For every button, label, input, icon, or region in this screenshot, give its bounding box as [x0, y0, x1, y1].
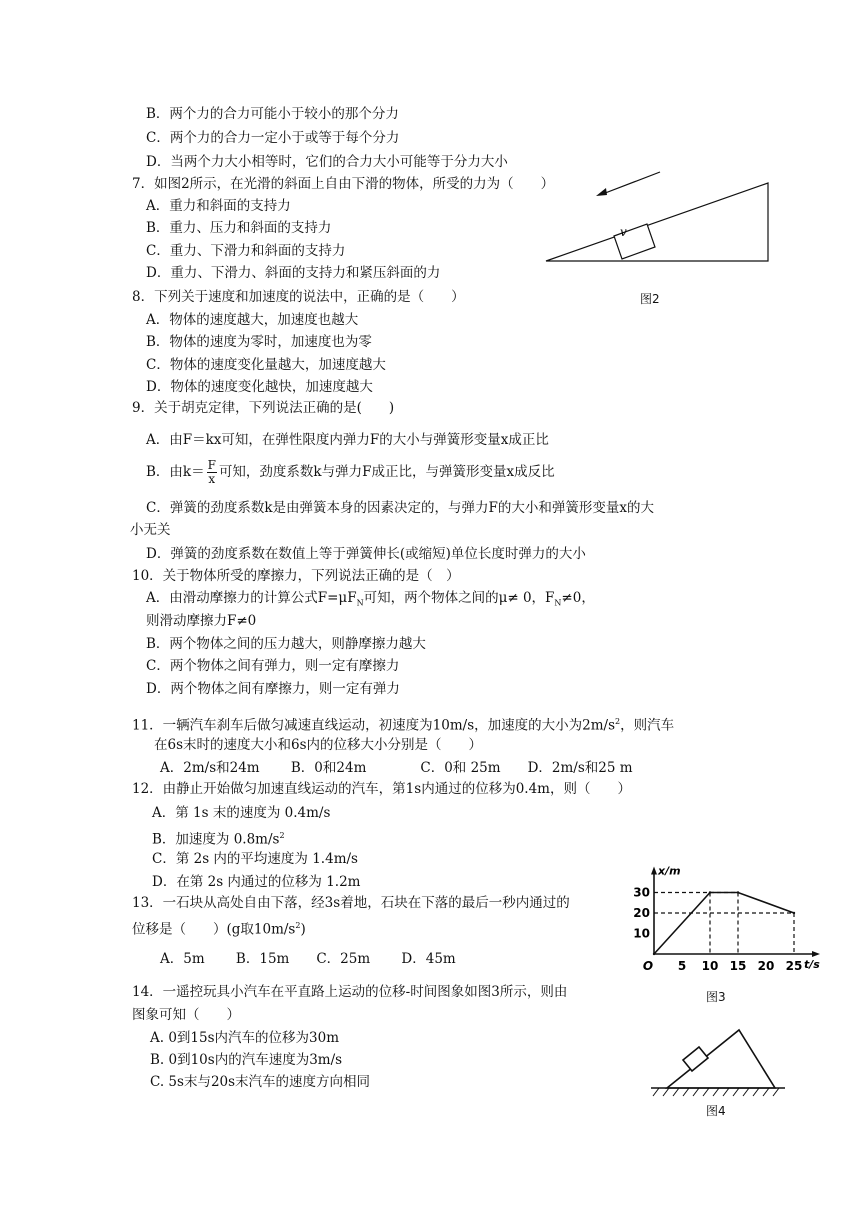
q9-option-c-line2: 小无关: [130, 522, 171, 538]
q10-stem: 10．关于物体所受的摩擦力，下列说法正确的是（ ）: [132, 568, 460, 584]
q6-option-b: B．两个力的合力可能小于较小的那个分力: [146, 106, 399, 122]
q8-option-d: D．物体的速度变化越快，加速度越大: [146, 379, 373, 395]
q7-option-a: A．重力和斜面的支持力: [146, 198, 291, 214]
figure-3-y-axis-label: x/m: [658, 864, 681, 878]
q9-option-c-line1: C．弹簧的劲度系数k是由弹簧本身的因素决定的，与弹力F的大小和弹簧形变量x的大: [146, 500, 654, 516]
q9-option-b: B．由k＝ $\frac{F}{x}$ 可知，劲度系数k与弹力F成正比，与弹簧形变量x成反比: [146, 458, 555, 486]
q8-option-a: A．物体的速度越大，加速度也越大: [146, 312, 359, 328]
q14-stem-line1: 14．一遥控玩具小汽车在平直路上运动的位移-时间图象如图3所示，则由: [132, 984, 568, 1000]
q14-option-a: A. 0到15s内汽车的位移为30m: [150, 1030, 340, 1046]
q7-stem: 7．如图2所示，在光滑的斜面上自由下滑的物体，所受的力为（ ）: [132, 176, 555, 192]
q8-stem: 8．下列关于速度和加速度的说法中，正确的是（ ）: [132, 289, 465, 305]
figure-3-data-point: [793, 912, 795, 914]
figure-3-x-axis-label: t/s: [804, 958, 820, 971]
figure-3-x-tick-label: 10: [701, 959, 719, 973]
figure-3-data-point: [653, 953, 655, 955]
q10-option-d: D．两个物体之间有摩擦力，则一定有弹力: [146, 681, 400, 697]
figure-3-x-tick-label: 20: [757, 959, 775, 973]
q14-option-b: B. 0到10s内的汽车速度为3m/s: [150, 1052, 343, 1068]
q10-option-a-line2: 则滑动摩擦力F≠0: [146, 613, 257, 629]
q9-option-d: D．弹簧的劲度系数在数值上等于弹簧伸长(或缩短)单位长度时弹力的大小: [146, 546, 586, 562]
figure-3-x-tick-label: 5: [677, 959, 687, 973]
figure-3-origin-label: O: [642, 959, 654, 973]
q8-option-b: B．物体的速度为零时，加速度也为零: [146, 334, 372, 350]
q12-stem: 12．由静止开始做匀加速直线运动的汽车，第1s内通过的位移为0.4m，则（ ）: [132, 781, 631, 797]
figure-3-caption: 图3: [706, 990, 726, 1004]
figure-3-data-point: [737, 891, 739, 893]
q14-option-c: C. 5s末与20s末汽车的速度方向相同: [150, 1074, 371, 1090]
q14-stem-line2: 图象可知（ ）: [132, 1007, 240, 1023]
q9-option-a: A．由F＝kx可知，在弹性限度内弹力F的大小与弹簧形变量x成正比: [146, 432, 549, 448]
q13-stem-line2: 位移是（ ）(g取$10m/s^2$): [132, 921, 306, 938]
figure-3-y-tick-label: 30: [633, 885, 650, 900]
q6-option-d: D．当两个力大小相等时，它们的合力大小可能等于分力大小: [146, 154, 508, 170]
figure-2-caption: 图2: [640, 292, 660, 306]
q10-option-b: B．两个物体之间的压力越大，则静摩擦力越大: [146, 636, 426, 652]
q7-option-d: D．重力、下滑力、斜面的支持力和紧压斜面的力: [146, 265, 441, 281]
figure-3-data-point: [709, 891, 711, 893]
figure-3-y-arrow: [651, 867, 657, 875]
q12-option-b: B．加速度为 $0.8m/s^2$: [152, 831, 285, 848]
q6-option-c: C．两个力的合力一定小于或等于每个分力: [146, 130, 400, 146]
q10-option-a-line1: A．由滑动摩擦力的计算公式$F=\mu F_N$可知，两个物体之间的μ≠ 0，$F_N\ne 0$，: [146, 590, 595, 608]
q13-stem-line1: 13．一石块从高处自由下落，经3s着地，石块在下落的最后一秒内通过的: [132, 895, 570, 911]
figure-3-y-tick-label: 10: [633, 926, 650, 941]
figure-3-data-line: [654, 893, 794, 955]
figure-3-x-tick-label: 25: [785, 959, 803, 973]
figure-2-velocity-label: v: [620, 225, 627, 239]
q13-options: A．5m B．15m C．25m D．45m: [160, 951, 456, 967]
figure-4-incline: [645, 1024, 795, 1108]
q12-option-a: A．第 1s 末的速度为 0.4m/s: [152, 805, 331, 821]
q7-option-b: B．重力、压力和斜面的支持力: [146, 220, 332, 236]
q11-options: A．2m/s和24m B．0和24m C．0和 25m D．2m/s和25 m: [160, 760, 633, 776]
q11-stem-line1: 11．一辆汽车刹车后做匀减速直线运动，初速度为10m/s，加速度的大小为$2m/s^2$，则汽车: [132, 717, 675, 734]
figure-3-x-tick-label: 15: [729, 959, 747, 973]
q8-option-c: C．物体的速度变化量越大，加速度越大: [146, 357, 386, 373]
q12-option-d: D．在第 2s 内通过的位移为 1.2m: [152, 874, 361, 890]
q9-stem: 9．关于胡克定律，下列说法正确的是( ): [132, 400, 395, 416]
q11-stem-line2: 在6s末时的速度大小和6s内的位移大小分别是（ ）: [154, 737, 483, 753]
figure-3-xt-graph: [628, 850, 818, 980]
figure-2-incline: [540, 168, 780, 268]
q10-option-c: C．两个物体之间有弹力，则一定有摩擦力: [146, 658, 400, 674]
figure-3-y-tick-label: 20: [633, 906, 650, 920]
figure-4-caption: 图4: [706, 1104, 726, 1118]
figure-3-x-arrow: [812, 951, 820, 957]
q7-option-c: C．重力、下滑力和斜面的支持力: [146, 243, 346, 259]
q12-option-c: C．第 2s 内的平均速度为 1.4m/s: [152, 851, 358, 867]
